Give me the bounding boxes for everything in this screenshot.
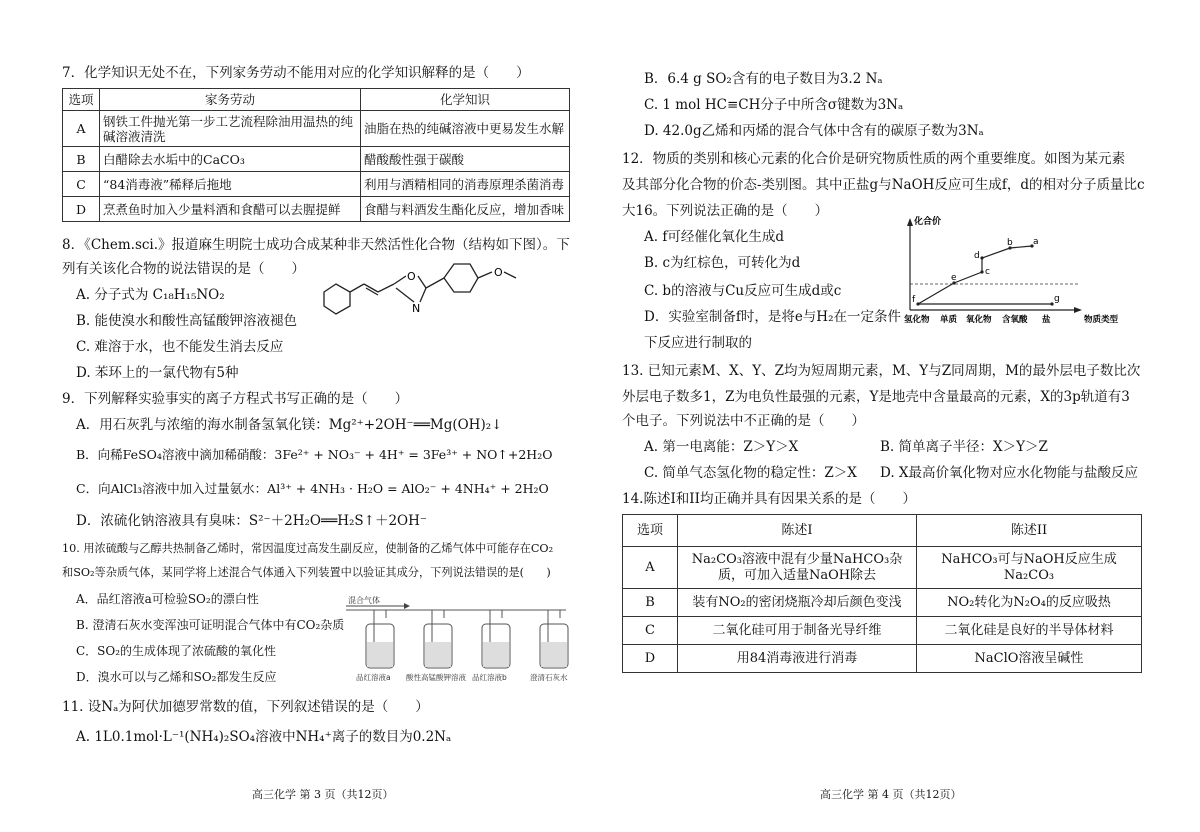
q13-option: A. 第一电离能：Z＞Y＞X (644, 439, 799, 455)
q11-option: D. 42.0g乙烯和丙烯的混合气体中含有的碳原子数为3Nₐ (644, 123, 984, 139)
q10-stem: 10. 用浓硫酸与乙醇共热制备乙烯时，常因温度过高发生副反应，使制备的乙烯气体中可能存在CO₂ (62, 542, 554, 555)
q7-cell: B (63, 147, 100, 172)
q11-stem: 11. 设Nₐ为阿伏加德罗常数的值，下列叙述错误的是（ ） (62, 699, 429, 715)
chart-point-e: e (951, 273, 957, 283)
q7-cell: 食醋与料酒发生酯化反应，增加香味 (361, 197, 570, 222)
chart-xlabel: 物质类型 (1084, 315, 1119, 325)
bottle-label-kmno4: 酸性高锰酸钾溶液 (406, 673, 466, 682)
q7-cell: 油脂在热的纯碱溶液中更易发生水解 (361, 111, 570, 147)
q14-cell: Na₂CO₃溶液中混有少量NaHCO₃杂质，可加入适量NaOH除去 (678, 547, 917, 589)
q7-header: 化学知识 (361, 89, 570, 111)
gas-label: 混合气体 (348, 596, 380, 605)
q11-option: C. 1 mol HC≡CH分子中所含σ键数为3Nₐ (644, 97, 904, 113)
q7-table (62, 88, 570, 222)
q13-stem: 13. 已知元素M、X、Y、Z均为短周期元素，M、Y与Z同周期，M的最外层电子数比次 (622, 363, 1141, 379)
q12-option: A. f可经催化氧化生成d (644, 229, 784, 245)
q12-option: B. c为红棕色，可转化为d (644, 255, 801, 271)
q14-table (622, 514, 1142, 673)
q9-option: C．向AlCl₃溶液中加入过量氨水：Al³⁺ + 4NH₃ · H₂O = AlO₂⁻ + 4NH₄⁺ + 2H₂O (76, 481, 549, 496)
valence-chart (902, 214, 1142, 326)
q10-option: D．溴水可以与乙烯和SO₂都发生反应 (76, 670, 277, 684)
q8-option: A. 分子式为 C₁₈H₁₅NO₂ (76, 287, 225, 303)
q14-cell: B (623, 589, 678, 617)
chart-category: 氧化物 (966, 315, 992, 325)
q12-stem: 12．物质的类别和核心元素的化合价是研究物质性质的两个重要维度。如图为某元素 (622, 151, 1126, 167)
q8-option: B. 能使溴水和酸性高锰酸钾溶液褪色 (76, 313, 298, 329)
chart-category: 含氧酸 (1002, 315, 1028, 325)
bottle-label-a: 品红溶液a (356, 673, 391, 682)
chart-category: 盐 (1042, 315, 1051, 325)
q7-cell: 利用与酒精相同的消毒原理杀菌消毒 (361, 172, 570, 197)
chart-category: 单质 (940, 315, 958, 325)
q13-option: D. X最高价氧化物对应水化物能与盐酸反应 (880, 465, 1139, 481)
q12-option: C. b的溶液与Cu反应可生成d或c (644, 283, 842, 299)
gas-apparatus (344, 594, 576, 686)
chart-ylabel: 化合价 (914, 217, 942, 227)
struct-o-ring: O (407, 270, 416, 283)
chart-point-d: d (974, 251, 980, 261)
q14-cell: 二氧化硅是良好的半导体材料 (917, 617, 1142, 645)
q7-cell: 钢铁工件抛光第一步工艺流程除油用温热的纯碱溶液清洗 (100, 111, 361, 147)
molecule-structure (314, 254, 554, 328)
q14-cell: NO₂转化为N₂O₄的反应吸热 (917, 589, 1142, 617)
q7-cell: A (63, 111, 100, 147)
q7-cell: 醋酸酸性强于碳酸 (361, 147, 570, 172)
q7-cell: D (63, 197, 100, 222)
q7-cell: 烹煮鱼时加入少量料酒和食醋可以去腥提鲜 (100, 197, 361, 222)
q9-option: A．用石灰乳与浓缩的海水制备氢氧化镁：Mg²⁺+2OH⁻══Mg(OH)₂↓ (76, 417, 503, 433)
struct-n-ring: N (412, 302, 421, 315)
q7-stem: 7．化学知识无处不在，下列家务劳动不能用对应的化学知识解释的是（ ） (62, 65, 530, 81)
q8-stem: 列有关该化合物的说法错误的是（ ） (62, 261, 305, 277)
chart-point-b: b (1007, 238, 1013, 248)
q13-stem: 个电子。下列说法中不正确的是（ ） (622, 413, 865, 429)
q10-stem: 和SO₂等杂质气体，某同学将上述混合气体通入下列装置中以验证其成分，下列说法错误的是( ) (62, 566, 551, 579)
q7-header: 选项 (63, 89, 100, 111)
q7-cell: 白醋除去水垢中的CaCO₃ (100, 147, 361, 172)
chart-point-a: a (1033, 237, 1039, 247)
chart-point-c: c (985, 267, 990, 277)
q13-option: B. 简单离子半径：X＞Y＞Z (880, 439, 1048, 455)
q14-header: 陈述I (678, 515, 917, 547)
q8-option: C. 难溶于水，也不能发生消去反应 (76, 339, 284, 355)
q8-stem: 8．《Chem.sci.》报道麻生明院士成功合成某种非天然活性化合物（结构如下图）。下 (62, 237, 570, 253)
q13-option: C. 简单气态氢化物的稳定性：Z＞X (644, 465, 857, 481)
q7-cell: C (63, 172, 100, 197)
q11-option: B．6.4 g SO₂含有的电子数目为3.2 Nₐ (644, 71, 883, 87)
q14-header: 陈述II (917, 515, 1142, 547)
q14-cell: C (623, 617, 678, 645)
q10-option: B. 澄清石灰水变浑浊可证明混合气体中有CO₂杂质 (76, 618, 345, 632)
q14-cell: A (623, 547, 678, 589)
q12-stem: 及其部分化合物的价态-类别图。其中正盐g与NaOH反应可生成f，d的相对分子质量比c (622, 177, 1145, 193)
q12-option: D．实验室制备f时，是将e与H₂在一定条件 (644, 309, 901, 325)
struct-o-methoxy: O (494, 266, 503, 279)
q14-cell: 装有NO₂的密闭烧瓶冷却后颜色变浅 (678, 589, 917, 617)
chart-category: 氢化物 (904, 315, 930, 325)
q11-option: A. 1L0.1mol·L⁻¹(NH₄)₂SO₄溶液中NH₄⁺离子的数目为0.2Nₐ (76, 729, 452, 745)
q7-cell: “84消毒液”稀释后拖地 (100, 172, 361, 197)
footer-page-4: 高三化学 第 4 页（共12页） (820, 788, 962, 801)
chart-point-f: f (912, 295, 916, 305)
q10-option: A．品红溶液a可检验SO₂的漂白性 (76, 592, 259, 606)
q14-cell: NaClO溶液呈碱性 (917, 645, 1142, 673)
q9-stem: 9．下列解释实验事实的离子方程式书写正确的是（ ） (62, 391, 409, 407)
q9-option: D．浓硫化钠溶液具有臭味：S²⁻＋2H₂O══H₂S↑＋2OH⁻ (76, 513, 428, 529)
q14-cell: 用84消毒液进行消毒 (678, 645, 917, 673)
q9-option: B．向稀FeSO₄溶液中滴加稀硝酸：3Fe²⁺ + NO₃⁻ + 4H⁺ = 3Fe³⁺ + NO↑+2H₂O (76, 447, 553, 462)
footer-page-3: 高三化学 第 3 页（共12页） (252, 788, 394, 801)
q13-stem: 外层电子数多1，Z为电负性最强的元素，Y是地壳中含量最高的元素，X的3p轨道有3 (622, 389, 1130, 405)
q14-header: 选项 (623, 515, 678, 547)
q8-option: D. 苯环上的一氯代物有5种 (76, 365, 239, 381)
q7-header: 家务劳动 (100, 89, 361, 111)
q14-cell: D (623, 645, 678, 673)
q12-option: 下反应进行制取的 (644, 335, 752, 351)
q14-stem: 14.陈述I和II均正确并具有因果关系的是（ ） (622, 491, 916, 507)
bottle-label-b: 品红溶液b (472, 673, 507, 682)
q10-option: C．SO₂的生成体现了浓硫酸的氧化性 (76, 644, 277, 658)
bottle-label-limewater: 澄清石灰水 (530, 673, 568, 682)
q14-cell: NaHCO₃可与NaOH反应生成Na₂CO₃ (917, 547, 1142, 589)
q14-cell: 二氧化硅可用于制备光导纤维 (678, 617, 917, 645)
chart-point-g: g (1054, 294, 1060, 304)
q12-stem: 大16。下列说法正确的是（ ） (622, 203, 829, 219)
